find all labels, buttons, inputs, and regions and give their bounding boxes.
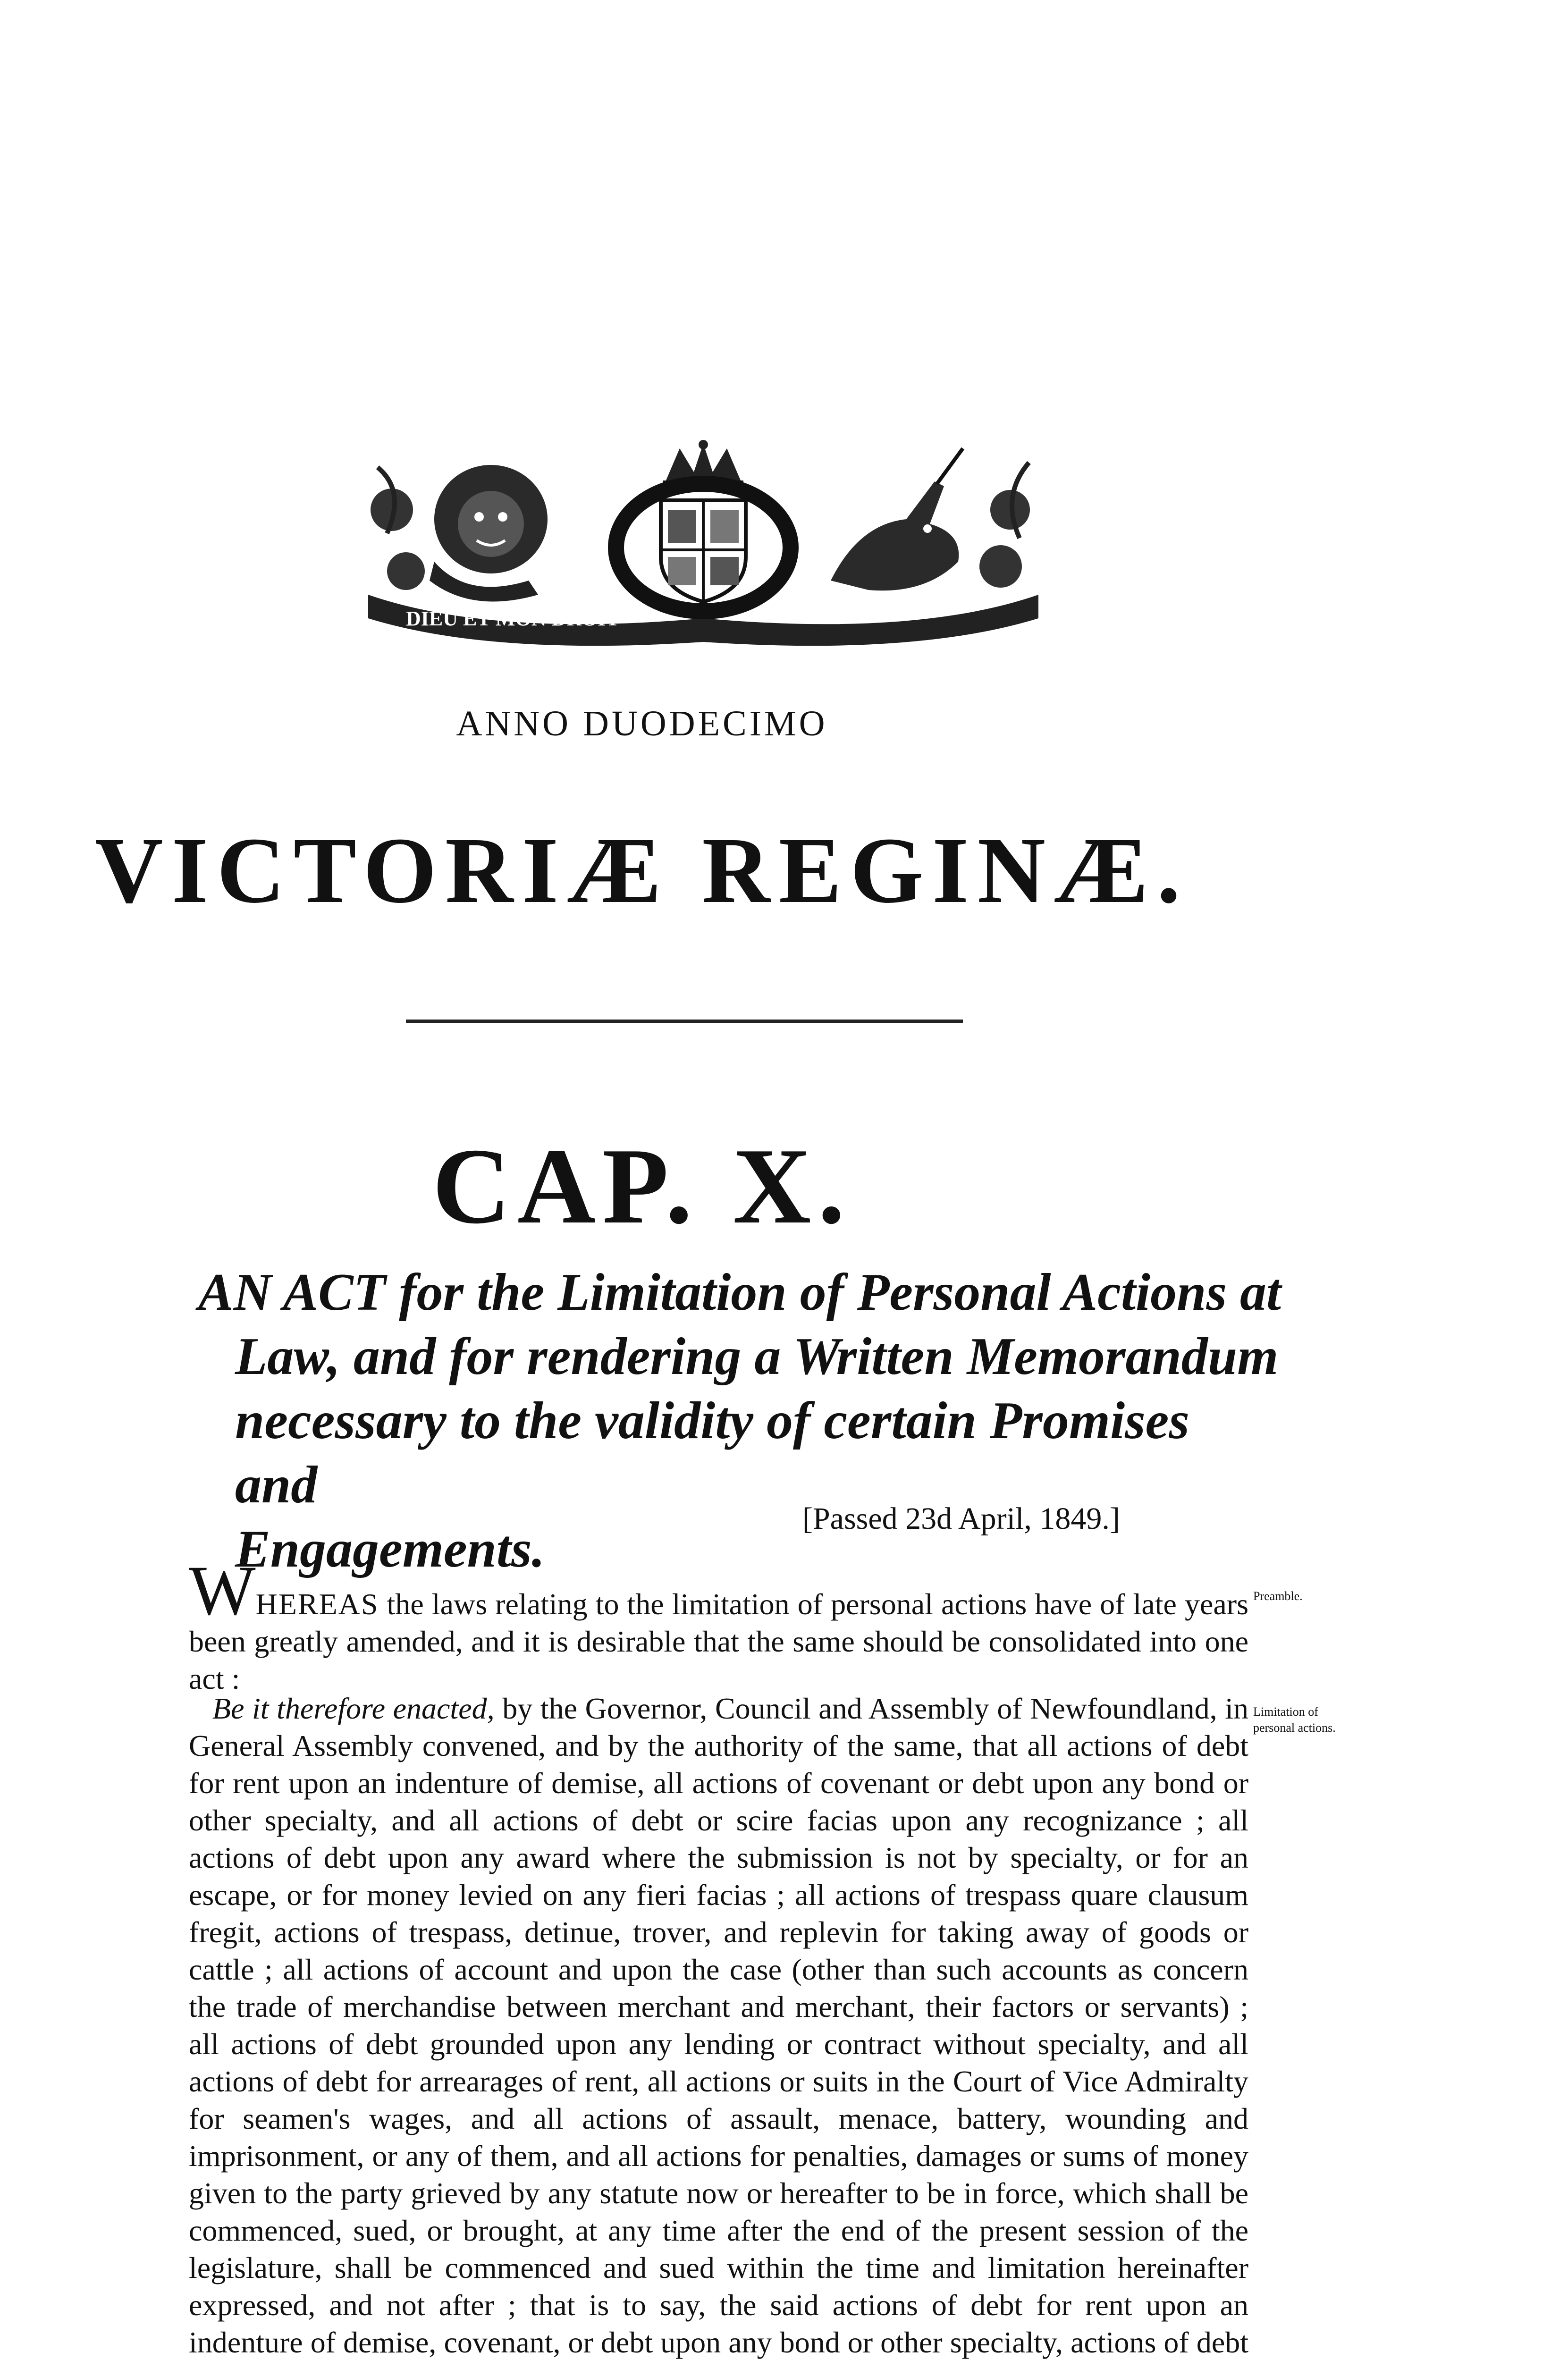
preamble-paragraph (189, 1551, 1248, 1697)
margin-note-limitation-line-2: personal actions. (1253, 1721, 1336, 1735)
lion-supporter-icon (430, 465, 548, 602)
margin-note-limitation-line-1: Limitation of (1253, 1705, 1318, 1719)
act-title-line-3: necessary to the validity of certain Promises and (235, 1391, 1189, 1514)
anno-heading: ANNO DUODECIMO (456, 704, 828, 743)
enactment-lead: Be it therefore enacted, (212, 1692, 495, 1725)
preamble-lead: HEREAS (255, 1587, 379, 1621)
divider-rule (406, 1020, 963, 1023)
regnal-title: VICTORIÆ REGINÆ. (95, 818, 1189, 923)
thistle-foliage-icon (979, 463, 1030, 588)
passed-date: [Passed 23d April, 1849.] (802, 1501, 1120, 1536)
act-title-line-2: Law, and for rendering a Written Memorandum (235, 1327, 1279, 1386)
garter-shield-icon (616, 484, 791, 611)
margin-note-limitation (1253, 1704, 1423, 1736)
act-title-line-1: AN ACT for the Limitation of Personal Actions at (198, 1263, 1281, 1322)
preamble-text: the laws relating to the limitation of personal actions have of late years been greatly amended, and it is desirable that the same should be consolidated into one act : (189, 1587, 1248, 1695)
act-title-line-4: Engagements. (235, 1520, 545, 1578)
chapter-heading: CAP. X. (432, 1126, 852, 1246)
enactment-text: by the Governor, Council and Assembly of Newfoundland, in General Assembly convened, and by the authority of the same, that all actions of debt for rent upon an indenture of demise, all actions of covenant or debt upon any bond or other specialty, and all actions of debt or scire facias upon any recognizance ; all actions of debt upon any award where the submission is not by specialty, or for an escape, or for money levied on any fieri facias ; all actions of trespass quare clausum fregit, actions of trespass, detinue, trover, and replevin for taking away of goods or cattle ; all actions of account and upon the case (other than such accounts as concern the trade of merchandise between merchant and merchant, their factors or servants) ; all actions of debt grounded upon any lending or contract without specialty, and all actions of debt for arrearages of rent, all actions or suits in the Court of Vice Admiralty for seamen's wages, and all actions of assault, menace, battery, wounding and imprisonment, or any of them, and all actions for penalties, damages or sums of money given to the party grieved by any statute now or hereafter to be in force, which shall be commenced, sued, or brought, at any time after the end of the present session of the legislature, shall be commenced and sued within the time and limitation hereinafter expressed, and not after ; that is to say, the said actions of debt for rent upon an indenture of demise, covenant, or debt upon any bond or other specialty, actions of debt (189, 1692, 1249, 2359)
margin-note-preamble: Preamble. (1253, 1589, 1303, 1603)
unicorn-supporter-icon (831, 448, 963, 590)
crest-motto: DIEU ET MON DROIT (406, 607, 620, 630)
act-title (198, 1260, 1284, 1581)
drop-cap: W (189, 1551, 256, 1630)
rose-foliage-icon (371, 467, 425, 590)
royal-coat-of-arms (349, 439, 1057, 647)
enactment-paragraph (189, 1690, 1248, 2360)
